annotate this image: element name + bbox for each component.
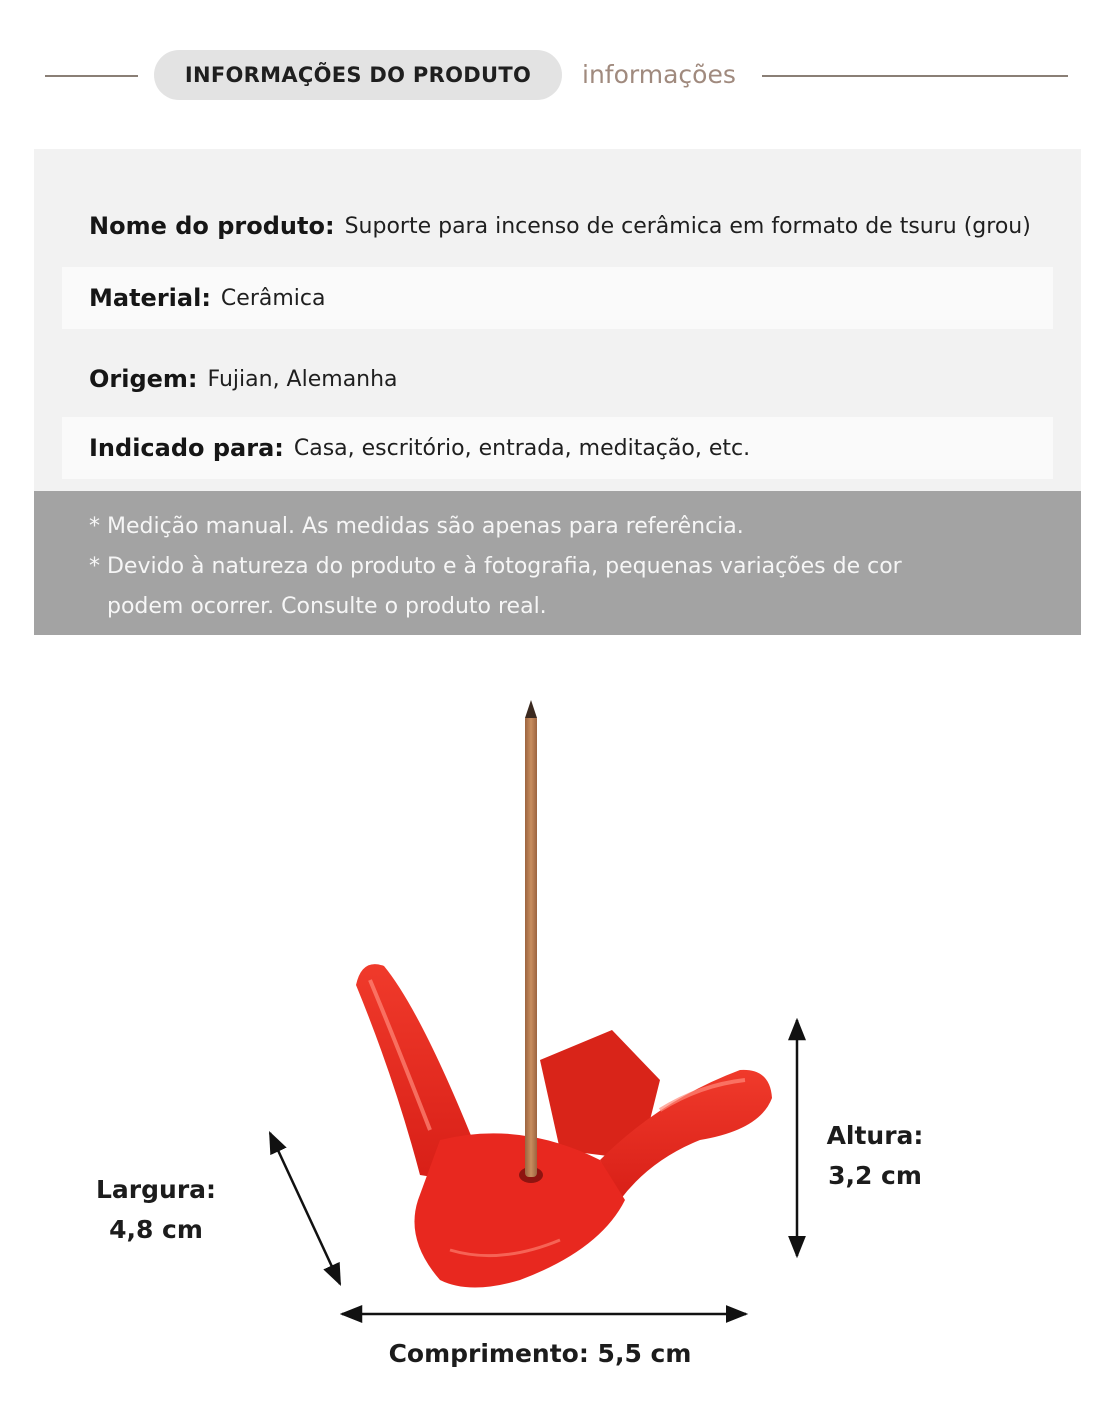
disclaimer-line: podem ocorrer. Consulte o produto real. bbox=[107, 594, 547, 619]
section-subtitle: informações bbox=[582, 60, 736, 89]
info-value: Suporte para incenso de cerâmica em formato de tsuru (grou) bbox=[344, 213, 1031, 239]
width-arrow bbox=[270, 1133, 340, 1284]
height-value-text: 3,2 cm bbox=[828, 1161, 922, 1190]
info-label: Material: bbox=[89, 284, 211, 312]
info-row-material bbox=[62, 267, 1053, 329]
height-label-text: Altura: bbox=[826, 1121, 924, 1150]
width-dimension-label bbox=[96, 1170, 216, 1250]
disclaimer-line: * Devido à natureza do produto e à fotografia, pequenas variações de cor bbox=[89, 554, 902, 579]
incense-stick bbox=[525, 700, 537, 1177]
width-label-text: Largura: bbox=[96, 1175, 217, 1204]
length-dimension-label: Comprimento: 5,5 cm bbox=[388, 1339, 692, 1368]
disclaimer-line: * Medição manual. As medidas são apenas para referência. bbox=[89, 514, 744, 539]
info-value: Cerâmica bbox=[220, 285, 326, 311]
info-value: Casa, escritório, entrada, meditação, etc. bbox=[293, 435, 751, 461]
info-row-usage bbox=[62, 417, 1053, 479]
disclaimer-panel bbox=[34, 491, 1081, 635]
width-value-text: 4,8 cm bbox=[109, 1215, 203, 1244]
info-label: Origem: bbox=[89, 365, 198, 393]
tsuru-holder bbox=[356, 964, 772, 1287]
section-title-pill bbox=[154, 50, 562, 100]
header-divider-right bbox=[762, 75, 1068, 77]
info-label: Indicado para: bbox=[89, 434, 284, 462]
info-value: Fujian, Alemanha bbox=[207, 366, 398, 392]
info-row-product-name bbox=[62, 195, 1053, 257]
section-title: INFORMAÇÕES DO PRODUTO bbox=[184, 63, 532, 87]
info-row-origin bbox=[62, 348, 1053, 410]
height-dimension-label bbox=[818, 1116, 932, 1196]
info-label: Nome do produto: bbox=[89, 212, 335, 240]
header-divider-left bbox=[45, 75, 138, 77]
product-illustration bbox=[0, 650, 1115, 1411]
